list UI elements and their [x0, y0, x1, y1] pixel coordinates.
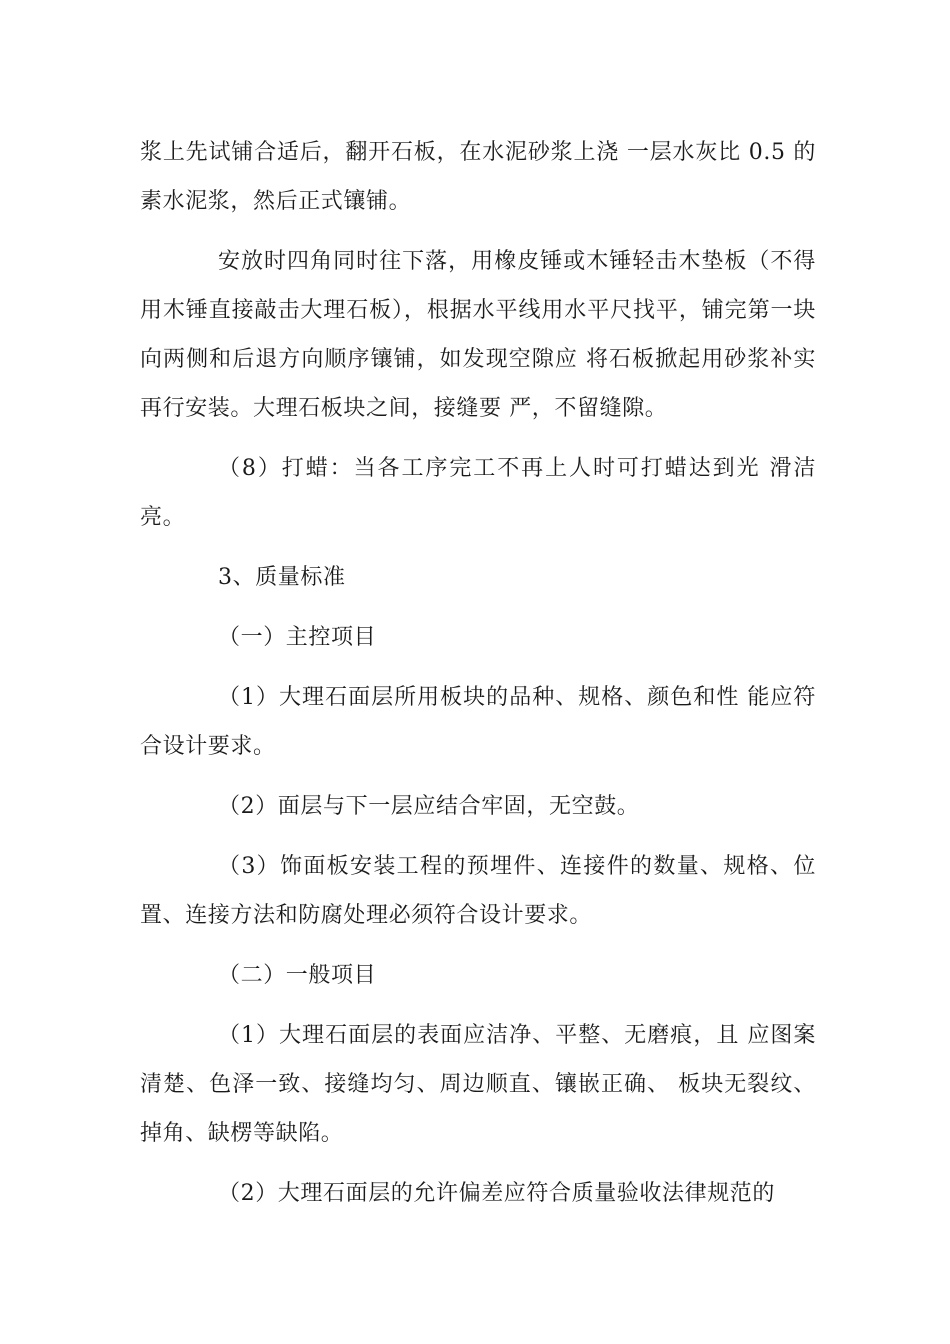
paragraph-2: 安放时四角同时往下落，用橡皮锤或木锤轻击木垫板（不得用木锤直接敲击大理石板），根据水平线用水平尺找平，铺完第一块向两侧和后退方向顺序镶铺，如发现空隙应 将石板掀起用砂浆补实再行安装。大理石板块之间，接缝要 严，不留缝隙。	[140, 249, 816, 421]
paragraph-main-item-1: （1）大理石面层所用板块的品种、规格、颜色和性 能应符合设计要求。	[140, 685, 816, 759]
paragraph-1: 浆上先试铺合适后，翻开石板，在水泥砂浆上浇 一层水灰比 0.5 的素水泥浆，然后正式镶铺。	[140, 140, 816, 214]
paragraph-main-item-2: （2）面层与下一层应结合牢固，无空鼓。	[218, 794, 640, 819]
subheading-main-control-items: （一）主控项目	[218, 625, 377, 650]
section-heading-quality-standard: 3、质量标准	[218, 565, 346, 590]
document-page	[140, 128, 816, 1229]
paragraph-main-item-3: （3）饰面板安装工程的预埋件、连接件的数量、规格、位置、连接方法和防腐处理必须符合设计要求。	[140, 854, 816, 928]
paragraph-general-item-2: （2）大理石面层的允许偏差应符合质量验收法律规范的	[218, 1181, 775, 1206]
paragraph-general-item-1: （1）大理石面层的表面应洁净、平整、无磨痕，且 应图案清楚、色泽一致、接缝均匀、周边顺直、镶嵌正确、 板块无裂纹、掉角、缺楞等缺陷。	[140, 1023, 816, 1146]
subheading-general-items: （二）一般项目	[218, 963, 377, 988]
paragraph-3: （8）打蜡：当各工序完工不再上人时可打蜡达到光 滑洁亮。	[140, 456, 816, 530]
